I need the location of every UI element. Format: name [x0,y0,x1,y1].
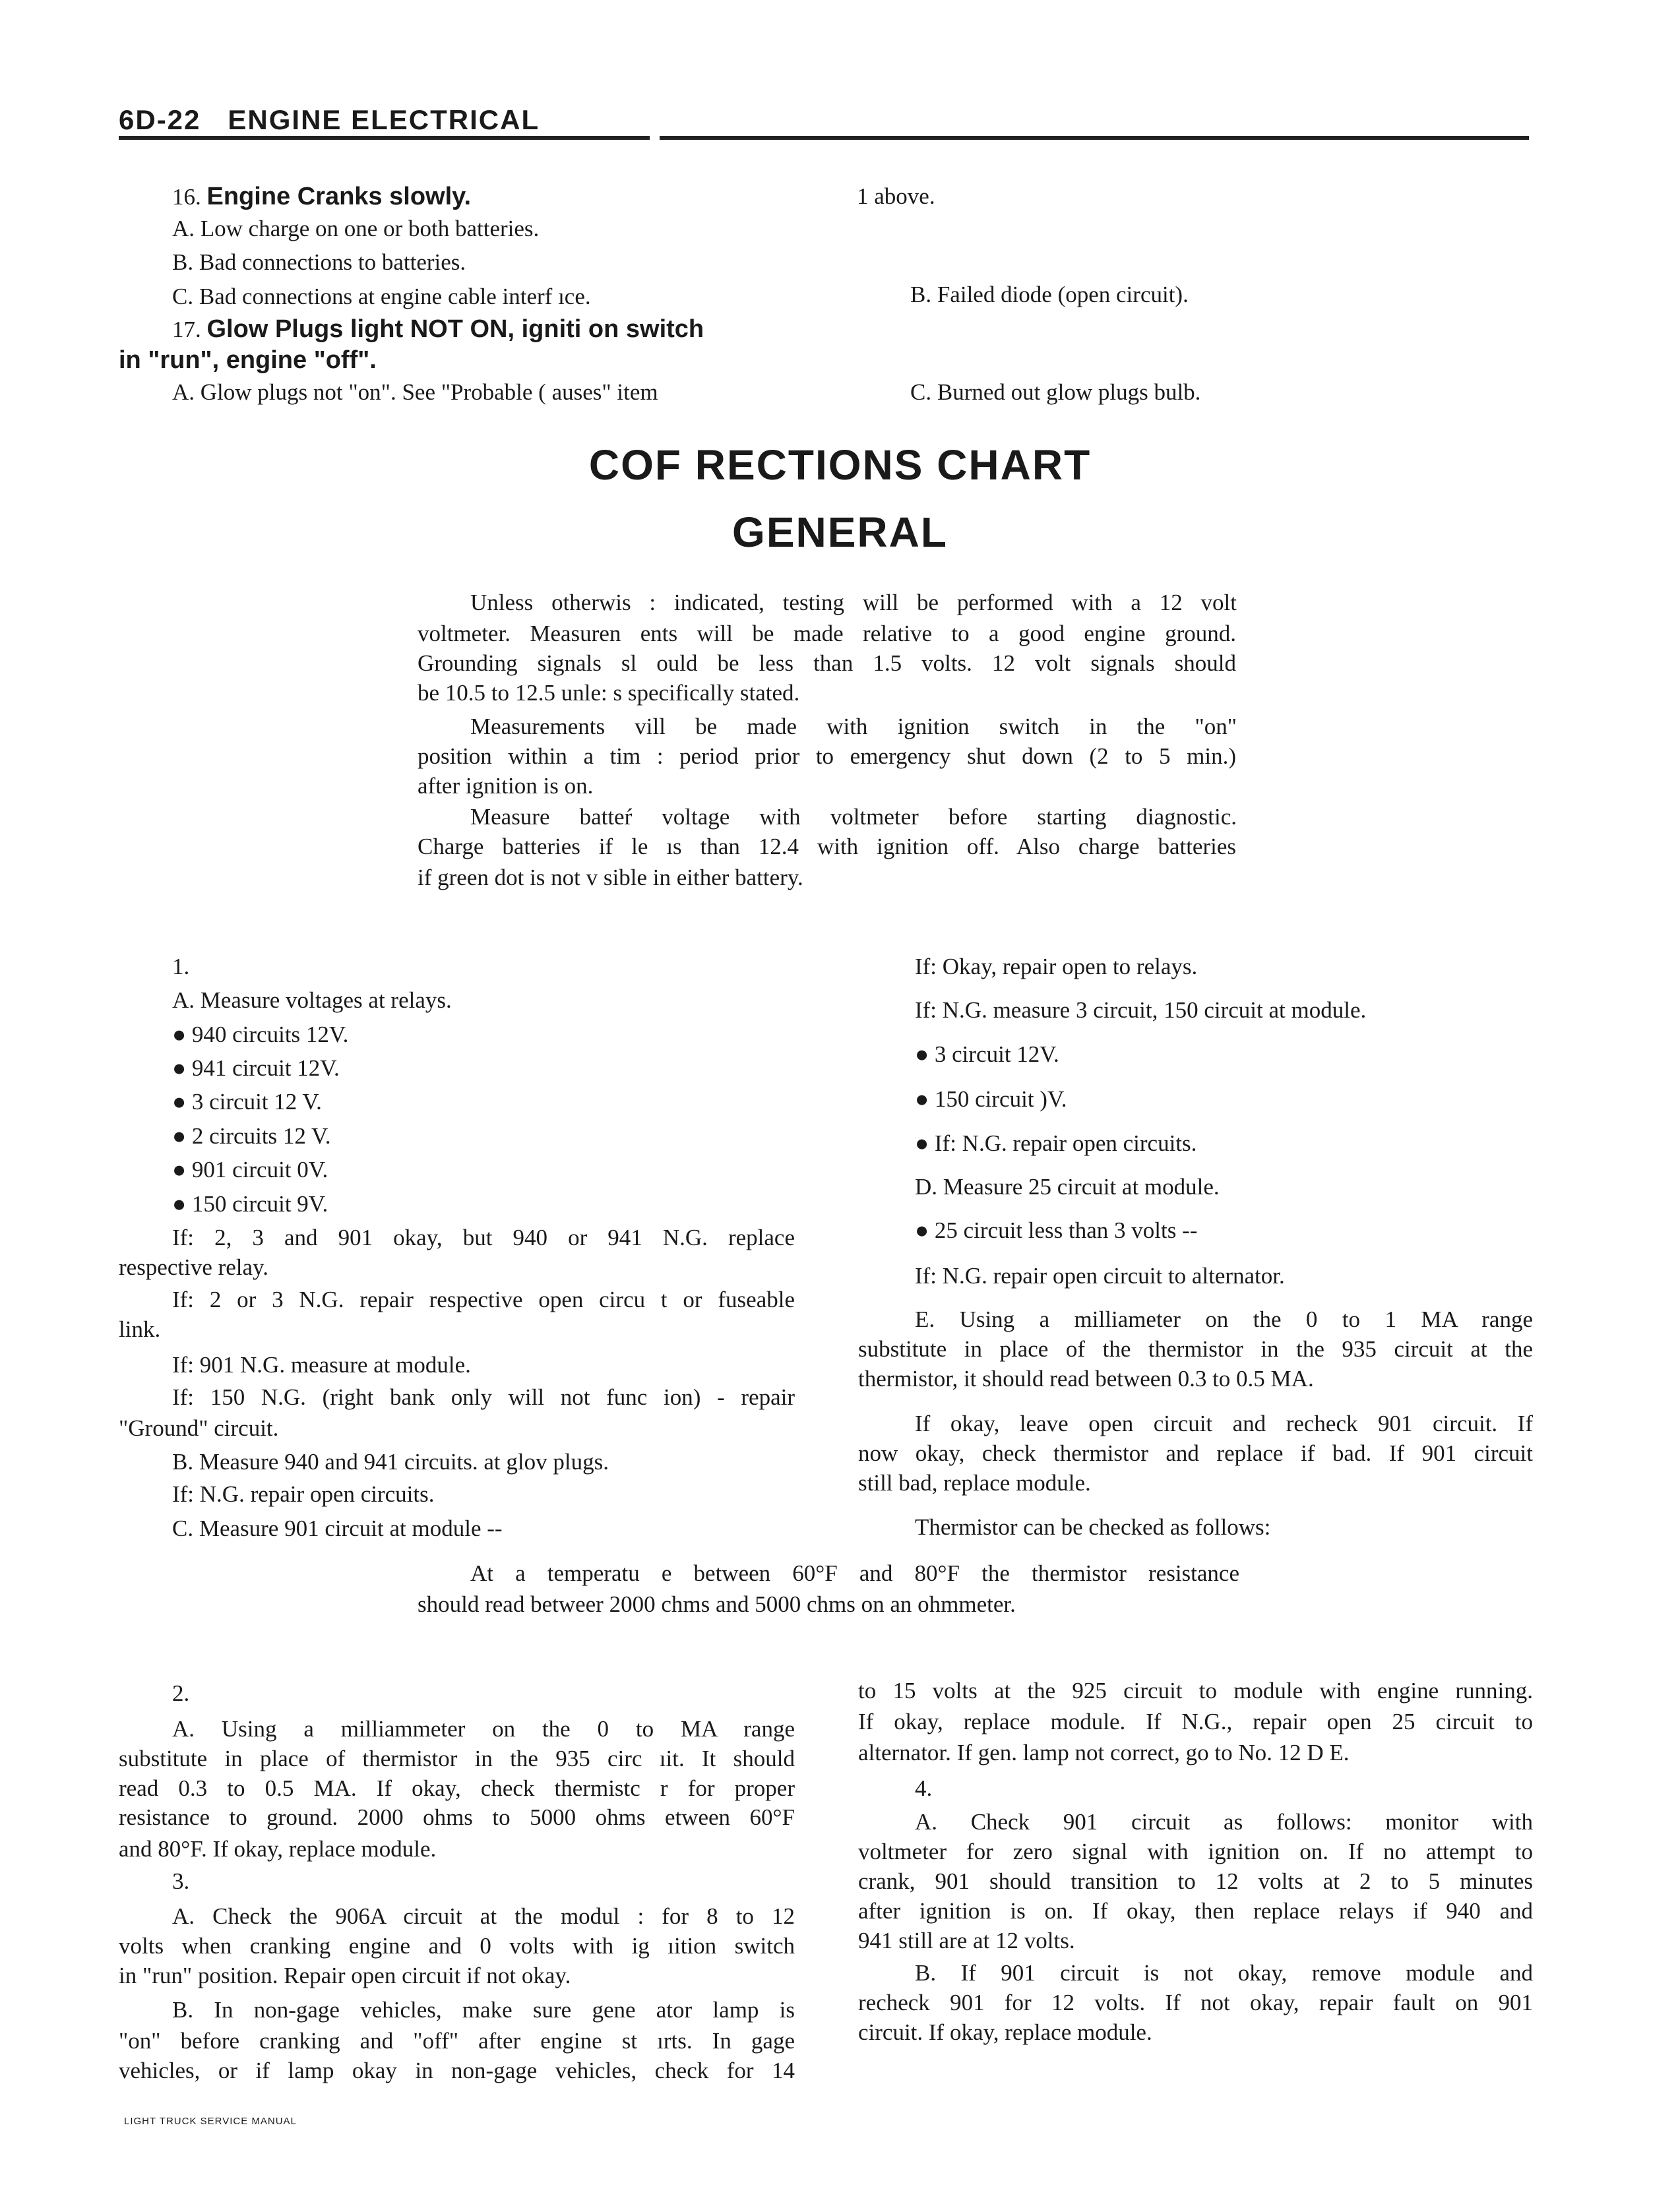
header-rule-right [660,136,1529,140]
step1-line-right: If: N.G. measure 3 circuit, 150 circuit at module. [915,997,1367,1023]
step2-line-right: If okay, replace module. If N.G., repair open 25 circuit to [858,1709,1533,1734]
symptom-line: A. Low charge on one or both batteries. [172,216,540,241]
intro-line: voltmeter. Measuren ents will be made relative to a good engine ground. [418,621,1236,646]
step1-line: ● 3 circuit 12 V. [172,1089,322,1115]
page-header [119,104,540,136]
step2-line-right: 4. [915,1775,933,1801]
step2-line-right: B. If 901 circuit is not okay, remove module and [915,1960,1533,1986]
intro-line: Unless otherwis : indicated, testing will be performed with a 12 volt [470,590,1237,615]
thermistor-note-line: At a temperatu e between 60°F and 80°F the thermistor resistance [470,1560,1239,1586]
header-rule-left [119,136,650,140]
intro-line: Measure batteŕ voltage with voltmeter before starting diagnostic. [470,804,1237,830]
step2-line: 2. [172,1680,190,1706]
intro-line: if green dot is not v sible in either battery. [418,865,803,890]
item-number: 17. [172,317,207,342]
step2-line: and 80°F. If okay, replace module. [119,1836,437,1862]
symptom-line: A. Glow plugs not "on". See "Probable ( auses" item [172,379,658,405]
page-number: 6D-22 [119,104,201,135]
step2-line: 3. [172,1868,190,1894]
step1-line: ● 941 circuit 12V. [172,1055,340,1081]
step1-line-right: substitute in place of the thermistor in the 935 circuit at the [858,1336,1533,1362]
symptom-line [172,315,704,344]
thermistor-note-line: should read betweer 2000 chms and 5000 chms on an ohmmeter. [418,1591,1016,1617]
step1-line: If: 901 N.G. measure at module. [172,1352,471,1378]
step1-line: If: N.G. repair open circuits. [172,1481,435,1507]
step1-line: respective relay. [119,1254,269,1280]
step2-line: A. Check the 906A circuit at the modul : for 8 to 12 [172,1903,795,1929]
step2-line-right: circuit. If okay, replace module. [858,2019,1152,2045]
step2-line: A. Using a milliammeter on the 0 to MA range [172,1716,795,1742]
step1-line-right: If: Okay, repair open to relays. [915,954,1198,979]
footer: LIGHT TRUCK SERVICE MANUAL [124,2116,297,2127]
symptom-heading: Glow Plugs light NOT ON, igniti on switch [206,315,704,343]
step2-line-right: 941 still are at 12 volts. [858,1928,1075,1953]
step2-line: B. In non-gage vehicles, make sure gene ator lamp is [172,1997,795,2023]
symptom-line [119,346,377,375]
step2-line-right: to 15 volts at the 925 circuit to module with engine running. [858,1678,1533,1703]
step1-line: If: 2 or 3 N.G. repair respective open circu t or fuseable [172,1287,795,1312]
step1-line-right: thermistor, it should read between 0.3 to 0.5 MA. [858,1366,1314,1392]
step2-line-right: after ignition is on. If okay, then replace relays if 940 and [858,1898,1533,1924]
step1-line-right: ● 25 circuit less than 3 volts -- [915,1217,1198,1243]
step1-line-right: ● 3 circuit 12V. [915,1041,1059,1067]
symptom-line-right: C. Burned out glow plugs bulb. [910,379,1201,405]
step1-line-right: ● If: N.G. repair open circuits. [915,1130,1197,1156]
step2-line: "on" before cranking and "off" after engine st ırts. In gage [119,2028,795,2054]
symptom-line-right: 1 above. [857,183,935,209]
section-title: ENGINE ELECTRICAL [228,104,540,135]
step1-line: If: 150 N.G. (right bank only will not func ion) - repair [172,1384,795,1410]
step1-line-right: D. Measure 25 circuit at module. [915,1174,1220,1200]
intro-line: be 10.5 to 12.5 unle: s specifically stated. [418,680,800,706]
step2-line: volts when cranking engine and 0 volts with ig ıition switch [119,1933,795,1959]
step1-line-right: still bad, replace module. [858,1470,1091,1496]
intro-line: position within a tim : period prior to emergency shut down (2 to 5 min.) [418,743,1236,769]
intro-line: Charge batteries if le ıs than 12.4 with ignition off. Also charge batteries [418,834,1236,859]
step2-line-right: crank, 901 should transition to 12 volts at 2 to 5 minutes [858,1868,1533,1894]
intro-line: Measurements vill be made with ignition switch in the "on" [470,714,1237,739]
step2-line-right: voltmeter for zero signal with ignition on. If no attempt to [858,1839,1533,1864]
step1-line: ● 150 circuit 9V. [172,1191,328,1217]
step2-line-right: A. Check 901 circuit as follows: monitor with [915,1809,1533,1835]
step1-line: ● 940 circuits 12V. [172,1022,349,1047]
chart-subtitle: GENERAL [732,508,948,556]
step1-line: 1. [172,954,190,979]
step1-line-right: If okay, leave open circuit and recheck 901 circuit. If [915,1411,1533,1436]
step1-line: "Ground" circuit. [119,1415,279,1441]
step1-line-right: Thermistor can be checked as follows: [915,1514,1271,1540]
step1-line-right: ● 150 circuit )V. [915,1086,1067,1112]
item-number: 16. [172,184,207,210]
symptom-line: C. Bad connections at engine cable interf ıce. [172,284,591,309]
step1-line-right: E. Using a milliameter on the 0 to 1 MA range [915,1306,1533,1332]
step2-line-right: alternator. If gen. lamp not correct, go to No. 12 D E. [858,1740,1350,1765]
step1-line: ● 2 circuits 12 V. [172,1123,331,1149]
symptom-line-right: B. Failed diode (open circuit). [910,282,1189,307]
step1-line-right: If: N.G. repair open circuit to alternator. [915,1263,1285,1289]
symptom-heading: in "run", engine "off". [119,346,377,374]
step1-line: B. Measure 940 and 941 circuits. at glov plugs. [172,1449,609,1475]
symptom-heading: Engine Cranks slowly. [206,183,472,210]
step2-line: substitute in place of thermistor in the 935 circ ıit. It should [119,1746,795,1771]
step2-line-right: recheck 901 for 12 volts. If not okay, repair fault on 901 [858,1990,1533,2015]
step2-line: resistance to ground. 2000 ohms to 5000 ohms etween 60°F [119,1804,795,1830]
intro-line: after ignition is on. [418,773,594,799]
step2-line: in "run" position. Repair open circuit if not okay. [119,1963,571,1988]
step1-line: A. Measure voltages at relays. [172,987,452,1013]
step1-line: ● 901 circuit 0V. [172,1157,328,1182]
step2-line: vehicles, or if lamp okay in non-gage vehicles, check for 14 [119,2058,795,2083]
step1-line-right: now okay, check thermistor and replace if bad. If 901 circuit [858,1440,1533,1466]
step1-line: C. Measure 901 circuit at module -- [172,1516,503,1541]
symptom-line [172,182,471,212]
symptom-line: B. Bad connections to batteries. [172,249,466,275]
step1-line: link. [119,1316,161,1342]
step1-line: If: 2, 3 and 901 okay, but 940 or 941 N.G. replace [172,1225,795,1250]
intro-line: Grounding signals sl ould be less than 1.5 volts. 12 volt signals should [418,650,1236,676]
step2-line: read 0.3 to 0.5 MA. If okay, check thermistc r for proper [119,1775,795,1801]
chart-title: COF RECTIONS CHART [588,441,1092,489]
